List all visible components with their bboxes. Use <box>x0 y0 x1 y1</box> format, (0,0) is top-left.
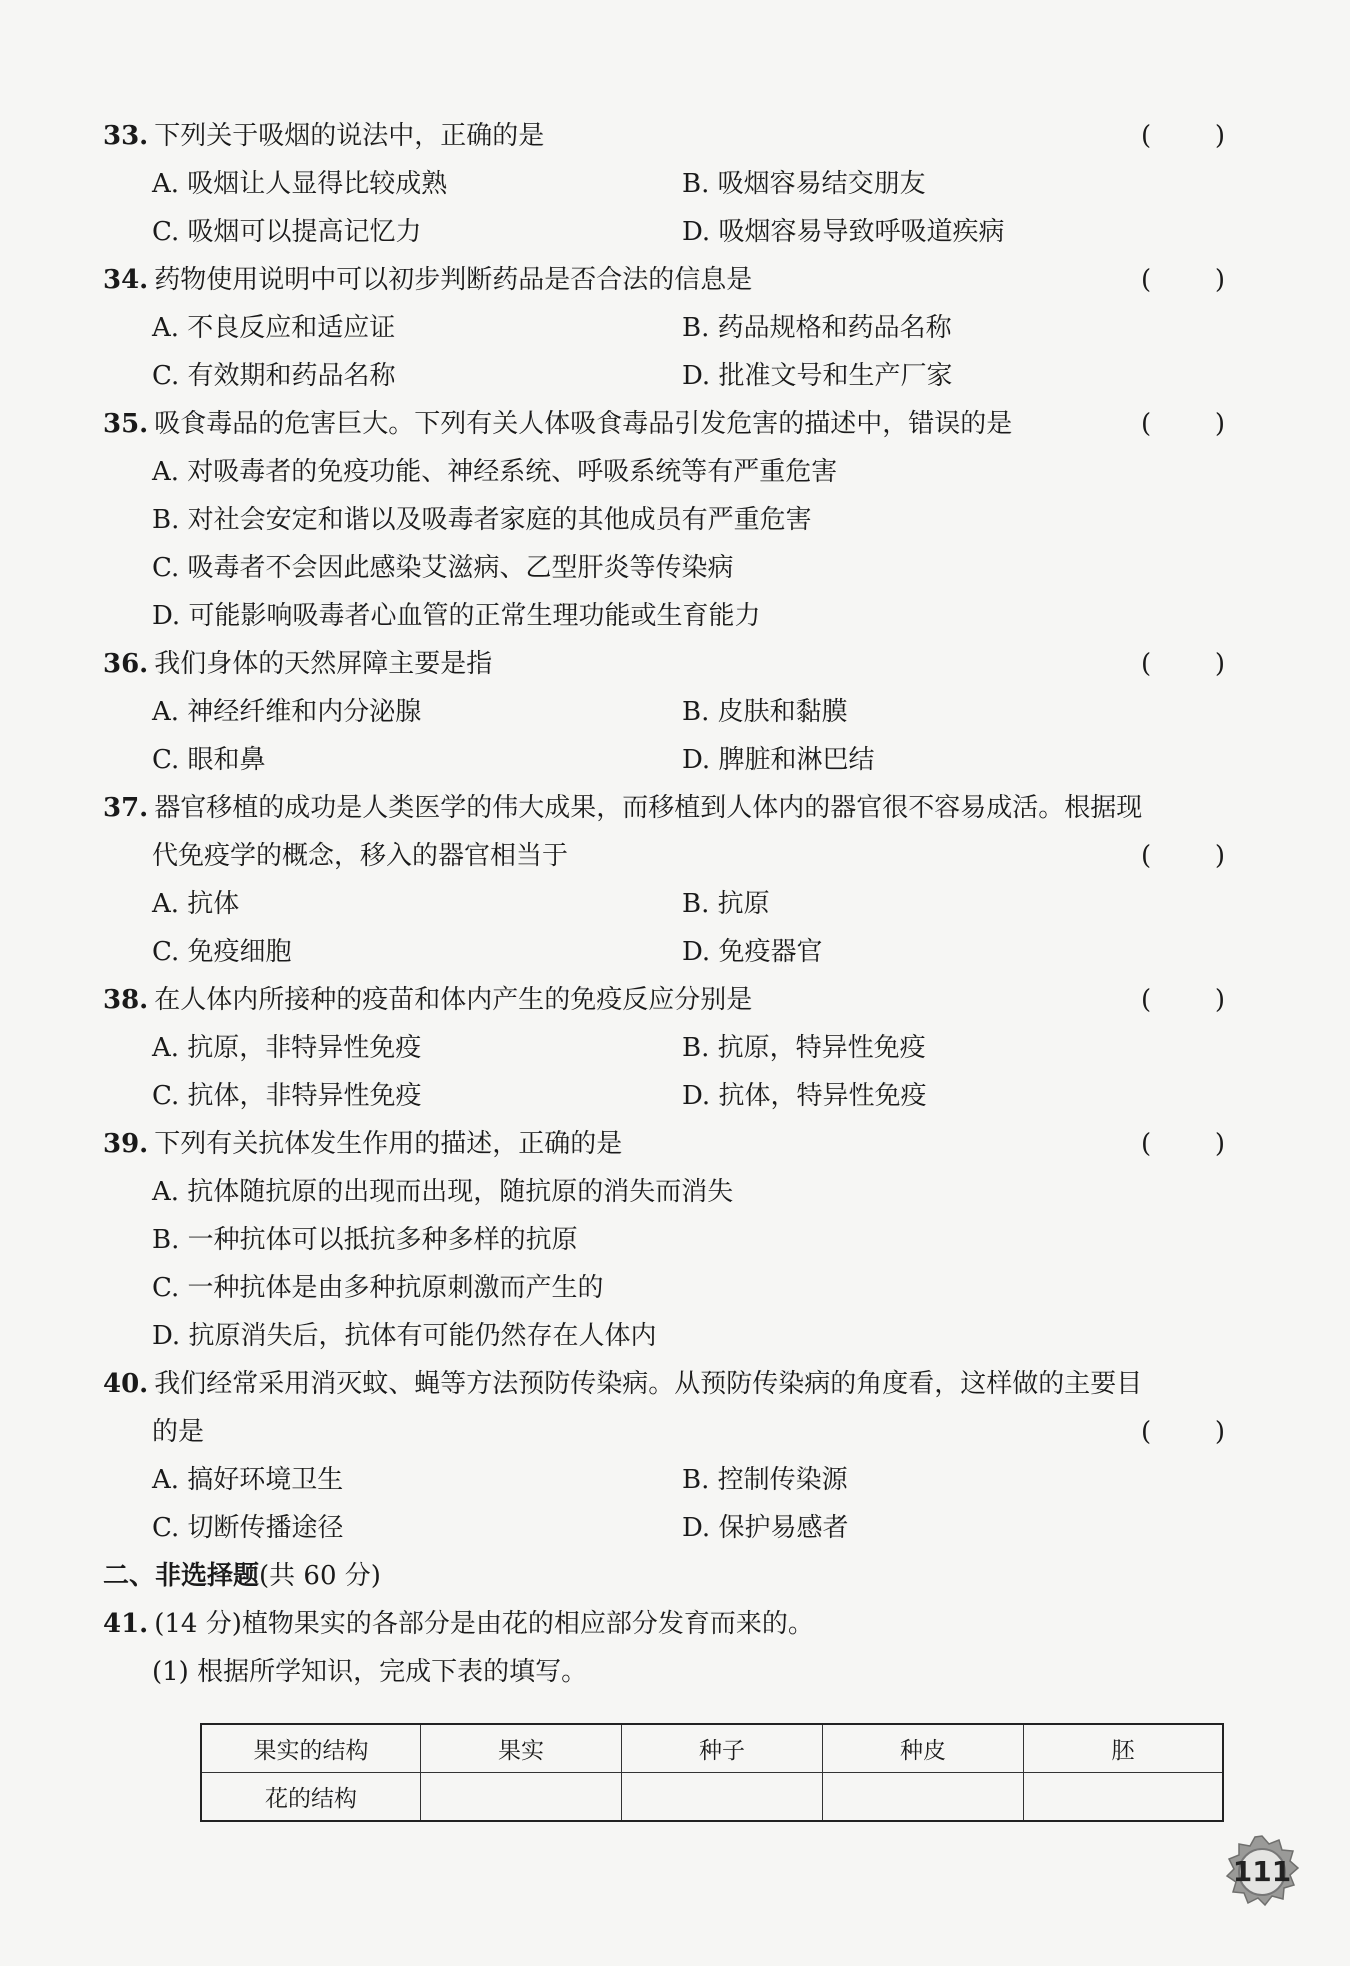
question-stem: 药物使用说明中可以初步判断药品是否合法的信息是 <box>154 265 753 295</box>
option-b[interactable]: B. 一种抗体可以抵抗多种多样的抗原 <box>152 1225 578 1255</box>
answer-bracket[interactable]: ( ) <box>1141 409 1225 439</box>
table-header-cell: 胚 <box>1024 1724 1224 1773</box>
option-b[interactable]: B. 抗原，特异性免疫 <box>682 1033 926 1063</box>
question-stem: 下列关于吸烟的说法中，正确的是 <box>154 121 545 151</box>
table-header-cell: 种子 <box>622 1724 823 1773</box>
option-b[interactable]: B. 控制传染源 <box>682 1465 848 1495</box>
question-number: 33. <box>103 121 149 151</box>
question-number: 39. <box>103 1129 149 1159</box>
option-c[interactable]: C. 切断传播途径 <box>152 1513 344 1543</box>
question-stem: 吸食毒品的危害巨大。下列有关人体吸食毒品引发危害的描述中，错误的是 <box>154 409 1013 439</box>
table-answer-cell[interactable] <box>622 1773 823 1822</box>
question-number: 38. <box>103 985 149 1015</box>
option-c[interactable]: C. 一种抗体是由多种抗原刺激而产生的 <box>152 1273 604 1303</box>
answer-bracket[interactable]: ( ) <box>1141 265 1225 295</box>
option-d[interactable]: D. 吸烟容易导致呼吸道疾病 <box>682 217 1005 247</box>
question-stem: 下列有关抗体发生作用的描述，正确的是 <box>154 1129 623 1159</box>
table-row <box>201 1773 1223 1822</box>
question-37 <box>103 784 1225 976</box>
question-number: 35. <box>103 409 149 439</box>
table-answer-cell[interactable] <box>421 1773 622 1822</box>
question-33 <box>103 112 1225 256</box>
section-label: 二、非选择题 <box>103 1561 260 1591</box>
question-38 <box>103 976 1225 1120</box>
fill-table <box>200 1723 1224 1822</box>
table-header-cell: 种皮 <box>823 1724 1024 1773</box>
option-c[interactable]: C. 吸烟可以提高记忆力 <box>152 217 422 247</box>
question-number: 40. <box>103 1369 149 1399</box>
table-header-cell: 果实的结构 <box>201 1724 421 1773</box>
sub-question-1: (1) 根据所学知识，完成下表的填写。 <box>152 1657 588 1687</box>
content <box>103 112 1225 1696</box>
option-a[interactable]: A. 搞好环境卫生 <box>152 1465 344 1495</box>
table-answer-cell[interactable] <box>1024 1773 1224 1822</box>
answer-bracket[interactable]: ( ) <box>1141 1129 1225 1159</box>
question-number: 37. <box>103 793 149 823</box>
question-number: 41. <box>103 1609 149 1639</box>
page-number: 111 <box>1232 1855 1292 1888</box>
option-a[interactable]: A. 抗体 <box>152 889 240 919</box>
option-d[interactable]: D. 抗原消失后，抗体有可能仍然存在人体内 <box>152 1321 657 1351</box>
option-d[interactable]: D. 脾脏和淋巴结 <box>682 745 875 775</box>
answer-bracket[interactable]: ( ) <box>1141 841 1225 871</box>
page-number-badge <box>1224 1834 1300 1910</box>
option-d[interactable]: D. 保护易感者 <box>682 1513 849 1543</box>
option-c[interactable]: C. 吸毒者不会因此感染艾滋病、乙型肝炎等传染病 <box>152 553 734 583</box>
answer-bracket[interactable]: ( ) <box>1141 985 1225 1015</box>
question-stem-continued: 代免疫学的概念，移入的器官相当于 <box>152 841 569 871</box>
option-a[interactable]: A. 吸烟让人显得比较成熟 <box>152 169 448 199</box>
option-d[interactable]: D. 可能影响吸毒者心血管的正常生理功能或生育能力 <box>152 601 761 631</box>
section-title <box>103 1552 1225 1600</box>
option-c[interactable]: C. 免疫细胞 <box>152 937 292 967</box>
question-stem: 我们身体的天然屏障主要是指 <box>154 649 493 679</box>
question-36 <box>103 640 1225 784</box>
question-41 <box>103 1600 1225 1696</box>
table-answer-cell[interactable] <box>823 1773 1024 1822</box>
option-c[interactable]: C. 抗体，非特异性免疫 <box>152 1081 422 1111</box>
question-stem: (14 分)植物果实的各部分是由花的相应部分发育而来的。 <box>154 1609 814 1639</box>
option-d[interactable]: D. 免疫器官 <box>682 937 823 967</box>
option-a[interactable]: A. 神经纤维和内分泌腺 <box>152 697 422 727</box>
option-b[interactable]: B. 皮肤和黏膜 <box>682 697 848 727</box>
option-b[interactable]: B. 药品规格和药品名称 <box>682 313 952 343</box>
option-b[interactable]: B. 抗原 <box>682 889 770 919</box>
table-header-cell: 果实 <box>421 1724 622 1773</box>
question-stem: 器官移植的成功是人类医学的伟大成果，而移植到人体内的器官很不容易成活。根据现 <box>154 793 1143 823</box>
question-40 <box>103 1360 1225 1552</box>
table-row-label: 花的结构 <box>201 1773 421 1822</box>
option-c[interactable]: C. 眼和鼻 <box>152 745 266 775</box>
section-score: (共 60 分) <box>259 1561 381 1591</box>
question-34 <box>103 256 1225 400</box>
option-b[interactable]: B. 对社会安定和谐以及吸毒者家庭的其他成员有严重危害 <box>152 505 812 535</box>
option-d[interactable]: D. 抗体，特异性免疫 <box>682 1081 927 1111</box>
question-number: 36. <box>103 649 149 679</box>
question-stem: 在人体内所接种的疫苗和体内产生的免疫反应分别是 <box>154 985 753 1015</box>
question-stem: 我们经常采用消灭蚊、蝇等方法预防传染病。从预防传染病的角度看，这样做的主要目 <box>154 1369 1143 1399</box>
answer-bracket[interactable]: ( ) <box>1141 121 1225 151</box>
question-35 <box>103 400 1225 640</box>
question-stem-continued: 的是 <box>152 1417 205 1447</box>
option-d[interactable]: D. 批准文号和生产厂家 <box>682 361 953 391</box>
question-number: 34. <box>103 265 149 295</box>
option-a[interactable]: A. 抗原，非特异性免疫 <box>152 1033 422 1063</box>
option-a[interactable]: A. 抗体随抗原的出现而出现，随抗原的消失而消失 <box>152 1177 734 1207</box>
option-c[interactable]: C. 有效期和药品名称 <box>152 361 396 391</box>
answer-bracket[interactable]: ( ) <box>1141 649 1225 679</box>
option-a[interactable]: A. 对吸毒者的免疫功能、神经系统、呼吸系统等有严重危害 <box>152 457 838 487</box>
option-a[interactable]: A. 不良反应和适应证 <box>152 313 396 343</box>
option-b[interactable]: B. 吸烟容易结交朋友 <box>682 169 926 199</box>
question-39 <box>103 1120 1225 1360</box>
answer-bracket[interactable]: ( ) <box>1141 1417 1225 1447</box>
table-row <box>201 1724 1223 1773</box>
